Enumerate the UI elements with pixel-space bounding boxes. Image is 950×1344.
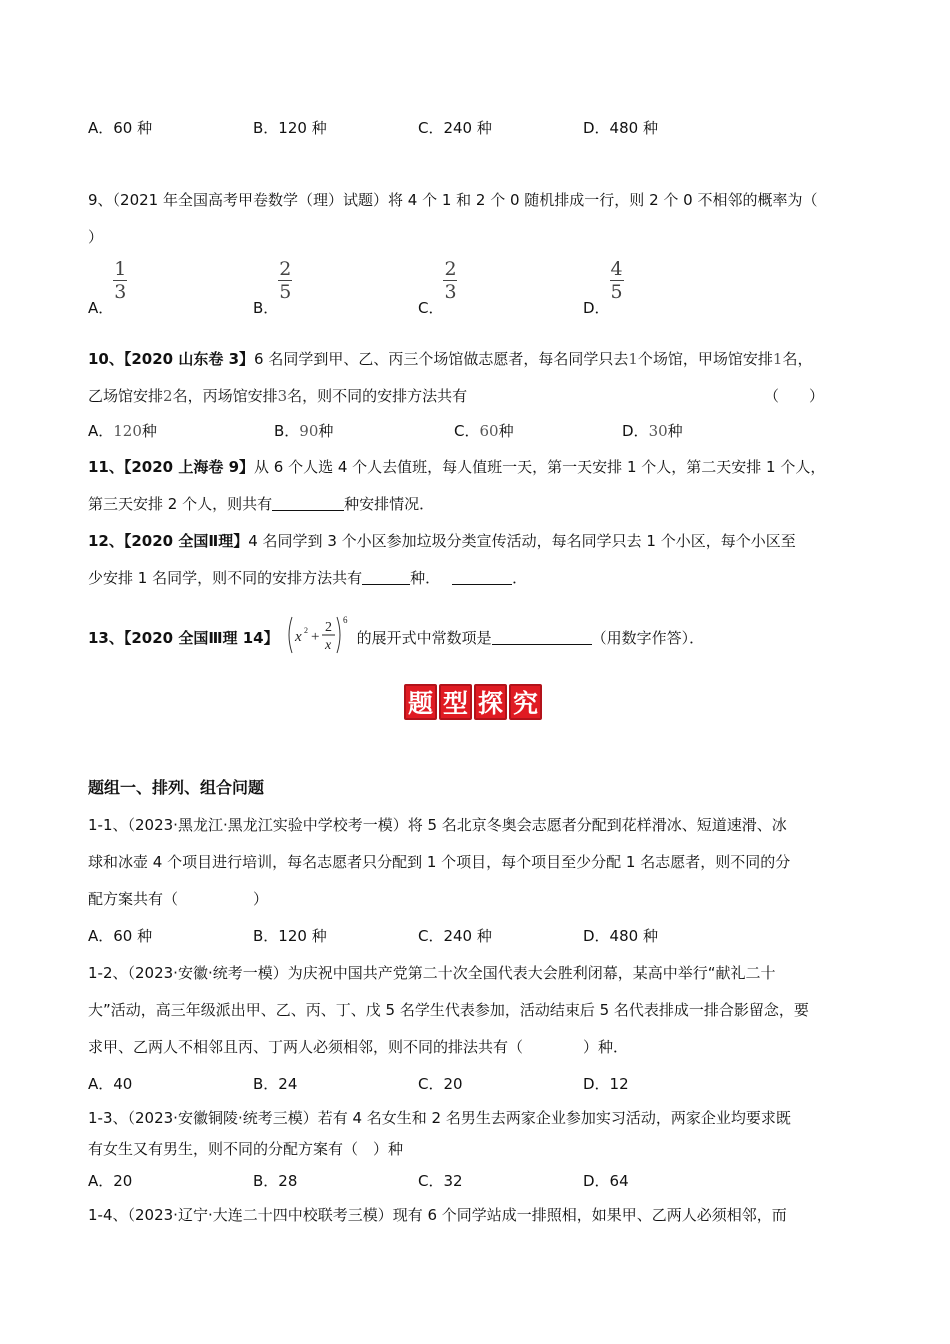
q13-denominator: x	[324, 637, 331, 653]
section-banner	[404, 684, 542, 720]
q9-option-d: D． $\frac{4}{5}$	[583, 258, 623, 317]
q9-options	[88, 258, 848, 317]
p1-1-stem-line1: 1-1、（2023·黑龙江·黑龙江实验中学校考一模）将 5 名北京冬奥会志愿者分配到花样滑冰、短道速滑、冰	[88, 816, 787, 834]
q13-formula-svg	[285, 613, 351, 665]
q12-stem-line1: 12、【2020 全国Ⅱ理】4 名同学到 3 个小区参加垃圾分类宣传活动，每名同学只去 1 个小区，每个小区至	[88, 532, 796, 550]
section-title: 题组一、排列、组合问题	[88, 778, 265, 797]
q9-fraction-a: $\frac{1}{3}$	[114, 258, 127, 303]
p1-2-option-c: C．20	[418, 1075, 463, 1093]
p1-3-stem-line2: 有女生又有男生，则不同的分配方案有（ ）种	[88, 1140, 404, 1158]
p1-1-options	[88, 926, 848, 948]
q10-option-d: D．30种	[622, 422, 683, 440]
p1-2-stem-line1: 1-2、（2023·安徽·统考一模）为庆祝中国共产党第二十次全国代表大会胜利闭幕，某高中举行“献礼二十	[88, 964, 776, 982]
banner-char-3: 探	[474, 684, 507, 720]
p1-4-stem-line1: 1-4、（2023·辽宁·大连二十四中校联考三模）现有 6 个同学站成一排照相，如果甲、乙两人必须相邻，而	[88, 1206, 787, 1224]
q9-fraction-b: $\frac{2}{5}$	[279, 258, 292, 303]
p1-1-option-a: A．60 种	[88, 927, 153, 945]
q12-answer-blank-1[interactable]	[362, 568, 410, 585]
p1-2-stem-line3: 求甲、乙两人不相邻且丙、丁两人必须相邻，则不同的排法共有（ ）种．	[88, 1038, 629, 1056]
q12-answer-blank-2[interactable]	[452, 568, 512, 585]
q10-stem-line2: 乙场馆安排2名，丙场馆安排3名，则不同的安排方法共有	[88, 387, 468, 405]
q13-binomial-formula	[285, 613, 351, 665]
p1-1-stem-line2: 球和冰壶 4 个项目进行培训，每名志愿者只分配到 1 个项目，每个项目至少分配 1 名志愿者，则不同的分	[88, 853, 791, 871]
p1-1-option-c: C．240 种	[418, 927, 492, 945]
p1-2-options	[88, 1074, 848, 1096]
q13-source: 13、【2020 全国Ⅲ理 14】	[88, 629, 279, 647]
p1-3-option-c: C．32	[418, 1172, 463, 1190]
q8-option-a: A．60 种	[88, 119, 153, 137]
q9-option-a: A． $\frac{1}{3}$	[88, 258, 127, 317]
q13-stem: 13、【2020 全国Ⅲ理 14】 x 2 + 2 x 6 的展开式中常数项是 （用数字作答）．	[88, 612, 704, 665]
p1-1-stem-line3: 配方案共有（ ）	[88, 890, 269, 908]
q13-answer-blank[interactable]	[492, 628, 592, 645]
q10-option-b: B．90种	[274, 422, 334, 440]
p1-3-option-a: A．20	[88, 1172, 133, 1190]
banner-char-2: 型	[439, 684, 472, 720]
q10-option-c: C．60种	[454, 422, 514, 440]
p1-3-option-d: D．64	[583, 1172, 629, 1190]
p1-2-option-b: B．24	[253, 1075, 298, 1093]
p1-2-stem-line2: 大”活动，高三年级派出甲、乙、丙、丁、戊 5 名学生代表参加，活动结束后 5 名代表排成一排合影留念，要	[88, 1001, 809, 1019]
q9-fraction-c: $\frac{2}{3}$	[444, 258, 457, 303]
q13-x: x	[294, 628, 302, 645]
q11-stem-line1: 11、【2020 上海卷 9】从 6 个人选 4 个人去值班，每人值班一天，第一天安排 1 个人，第二天安排 1 个人，	[88, 458, 826, 476]
q13-plus: +	[310, 628, 320, 645]
q11-answer-blank[interactable]	[272, 494, 344, 511]
q10-option-a: A．120种	[88, 422, 157, 440]
q8-options	[88, 118, 848, 140]
q8-option-d: D．480 种	[583, 119, 658, 137]
q10-options	[88, 421, 848, 443]
q12-stem-line2: 少安排 1 名同学，则不同的安排方法共有 种． ．	[88, 569, 528, 587]
p1-3-options	[88, 1171, 848, 1193]
q10-stem-line1: 10、【2020 山东卷 3】6 名同学到甲、乙、丙三个场馆做志愿者，每名同学只去1个场馆，甲场馆安排1名，	[88, 350, 813, 368]
q10-source: 10、【2020 山东卷 3】	[88, 350, 255, 368]
p1-1-option-b: B．120 种	[253, 927, 327, 945]
q9-fraction-d: $\frac{4}{5}$	[610, 258, 623, 303]
q13-numerator: 2	[324, 619, 332, 635]
p1-1-option-d: D．480 种	[583, 927, 658, 945]
q11-stem-line2: 第三天安排 2 个人，则共有 种安排情况．	[88, 495, 435, 513]
p1-3-stem-line1: 1-3、（2023·安徽铜陵·统考三模）若有 4 名女生和 2 名男生去两家企业参加实习活动，两家企业均要求既	[88, 1109, 791, 1127]
q9-option-b: B． $\frac{2}{5}$	[253, 258, 292, 317]
q11-source: 11、【2020 上海卷 9】	[88, 458, 255, 476]
q8-option-c: C．240 种	[418, 119, 492, 137]
p1-2-option-d: D．12	[583, 1075, 629, 1093]
q9-stem-line2: ）	[88, 228, 104, 246]
q10-answer-paren: （ ）	[764, 387, 825, 405]
q9-option-c: C． $\frac{2}{3}$	[418, 258, 457, 317]
banner-char-4: 究	[509, 684, 542, 720]
q12-source: 12、【2020 全国Ⅱ理】	[88, 532, 249, 550]
q9-stem-line1: 9、（2021 年全国高考甲卷数学（理）试题）将 4 个 1 和 2 个 0 随机排成一行，则 2 个 0 不相邻的概率为（	[88, 191, 818, 209]
p1-3-option-b: B．28	[253, 1172, 298, 1190]
banner-char-1: 题	[404, 684, 437, 720]
q13-exponent: 6	[342, 614, 348, 625]
p1-2-option-a: A．40	[88, 1075, 133, 1093]
q8-option-b: B．120 种	[253, 119, 327, 137]
q13-square: 2	[303, 625, 308, 635]
